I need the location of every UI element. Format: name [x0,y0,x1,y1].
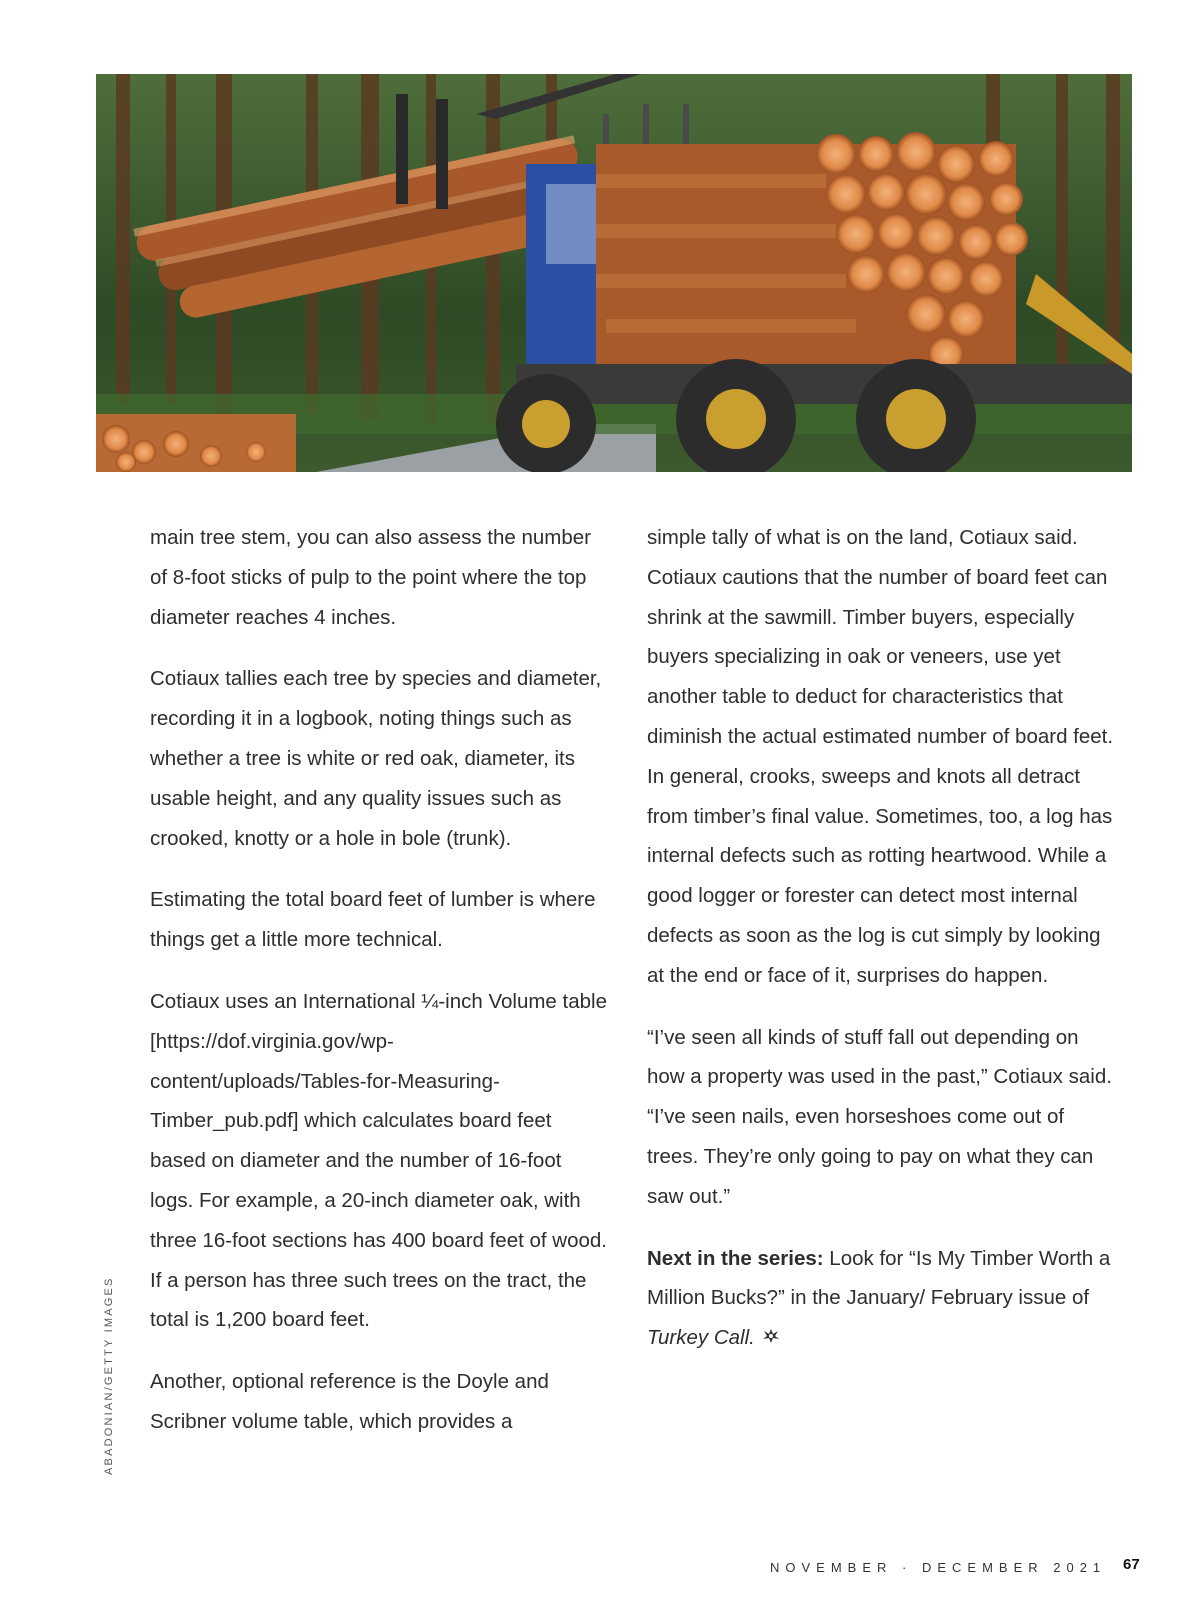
paragraph: simple tally of what is on the land, Cotiaux said. Cotiaux cautions that the number of board feet can shrink at the sawmill. Timber buyers, especially buyers specializing in oak or veneers, use yet another table to deduct for characteristics that diminish the actual estimated number of board feet. In general, crooks, sweeps and knots all detract from timber’s final value. Sometimes, too, a log has internal defects such as rotting heartwood. While a good logger or forester can detect most internal defects as soon as the log is cut simply by looking at the end or face of it, surprises do happen. [647,526,1114,987]
photo-credit: ABADONIAN/GETTY IMAGES [103,1276,115,1475]
article-left-column [150,518,610,1464]
next-in-series-text: Look for “Is My Timber Worth a Million Bucks?” in the January/ February issue of [647,1246,1111,1310]
article-right-column [647,518,1117,1380]
next-in-series-label: Next in the series: [647,1246,824,1270]
paragraph: Cotiaux tallies each tree by species and diameter, recording it in a logbook, noting things such as whether a tree is white or red oak, diameter, its usable height, and any quality issues such as crooked, knotty or a hole in bole (trunk). [150,667,602,850]
paragraph: Another, optional reference is the Doyle and Scribner volume table, which provides a [150,1370,549,1433]
turkey-icon [761,1320,781,1340]
next-in-series [647,1239,1117,1358]
magazine-title: Turkey Call. [647,1326,755,1350]
page-number: 67 [1123,1556,1140,1573]
paragraph: main tree stem, you can also assess the number of 8-foot sticks of pulp to the point where the top diameter reaches 4 inches. [150,526,591,629]
paragraph: Estimating the total board feet of lumber is where things get a little more technical. [150,888,596,952]
logging-photo-illustration [96,74,1132,472]
paragraph: Cotiaux uses an International ¼-inch Volume table [https://dof.virginia.gov/wp-content/uploads/Tables-for-Measuring-Timber_pub.pdf] which calculates board feet based on diameter and the number of 16-foot logs. For example, a 20-inch diameter oak, with three 16-foot sections has 400 board feet of wood. If a person has three such trees on the tract, the total is 1,200 board feet. [150,989,607,1332]
logging-forwarder-photo [96,74,1132,472]
issue-date: NOVEMBER · DECEMBER 2021 [770,1560,1107,1575]
quote-paragraph: “I’ve seen all kinds of stuff fall out depending on how a property was used in the past,” Cotiaux said. “I’ve seen nails, even horseshoes come out of trees. They’re only going to pay on what they can saw out.” [647,1025,1112,1208]
